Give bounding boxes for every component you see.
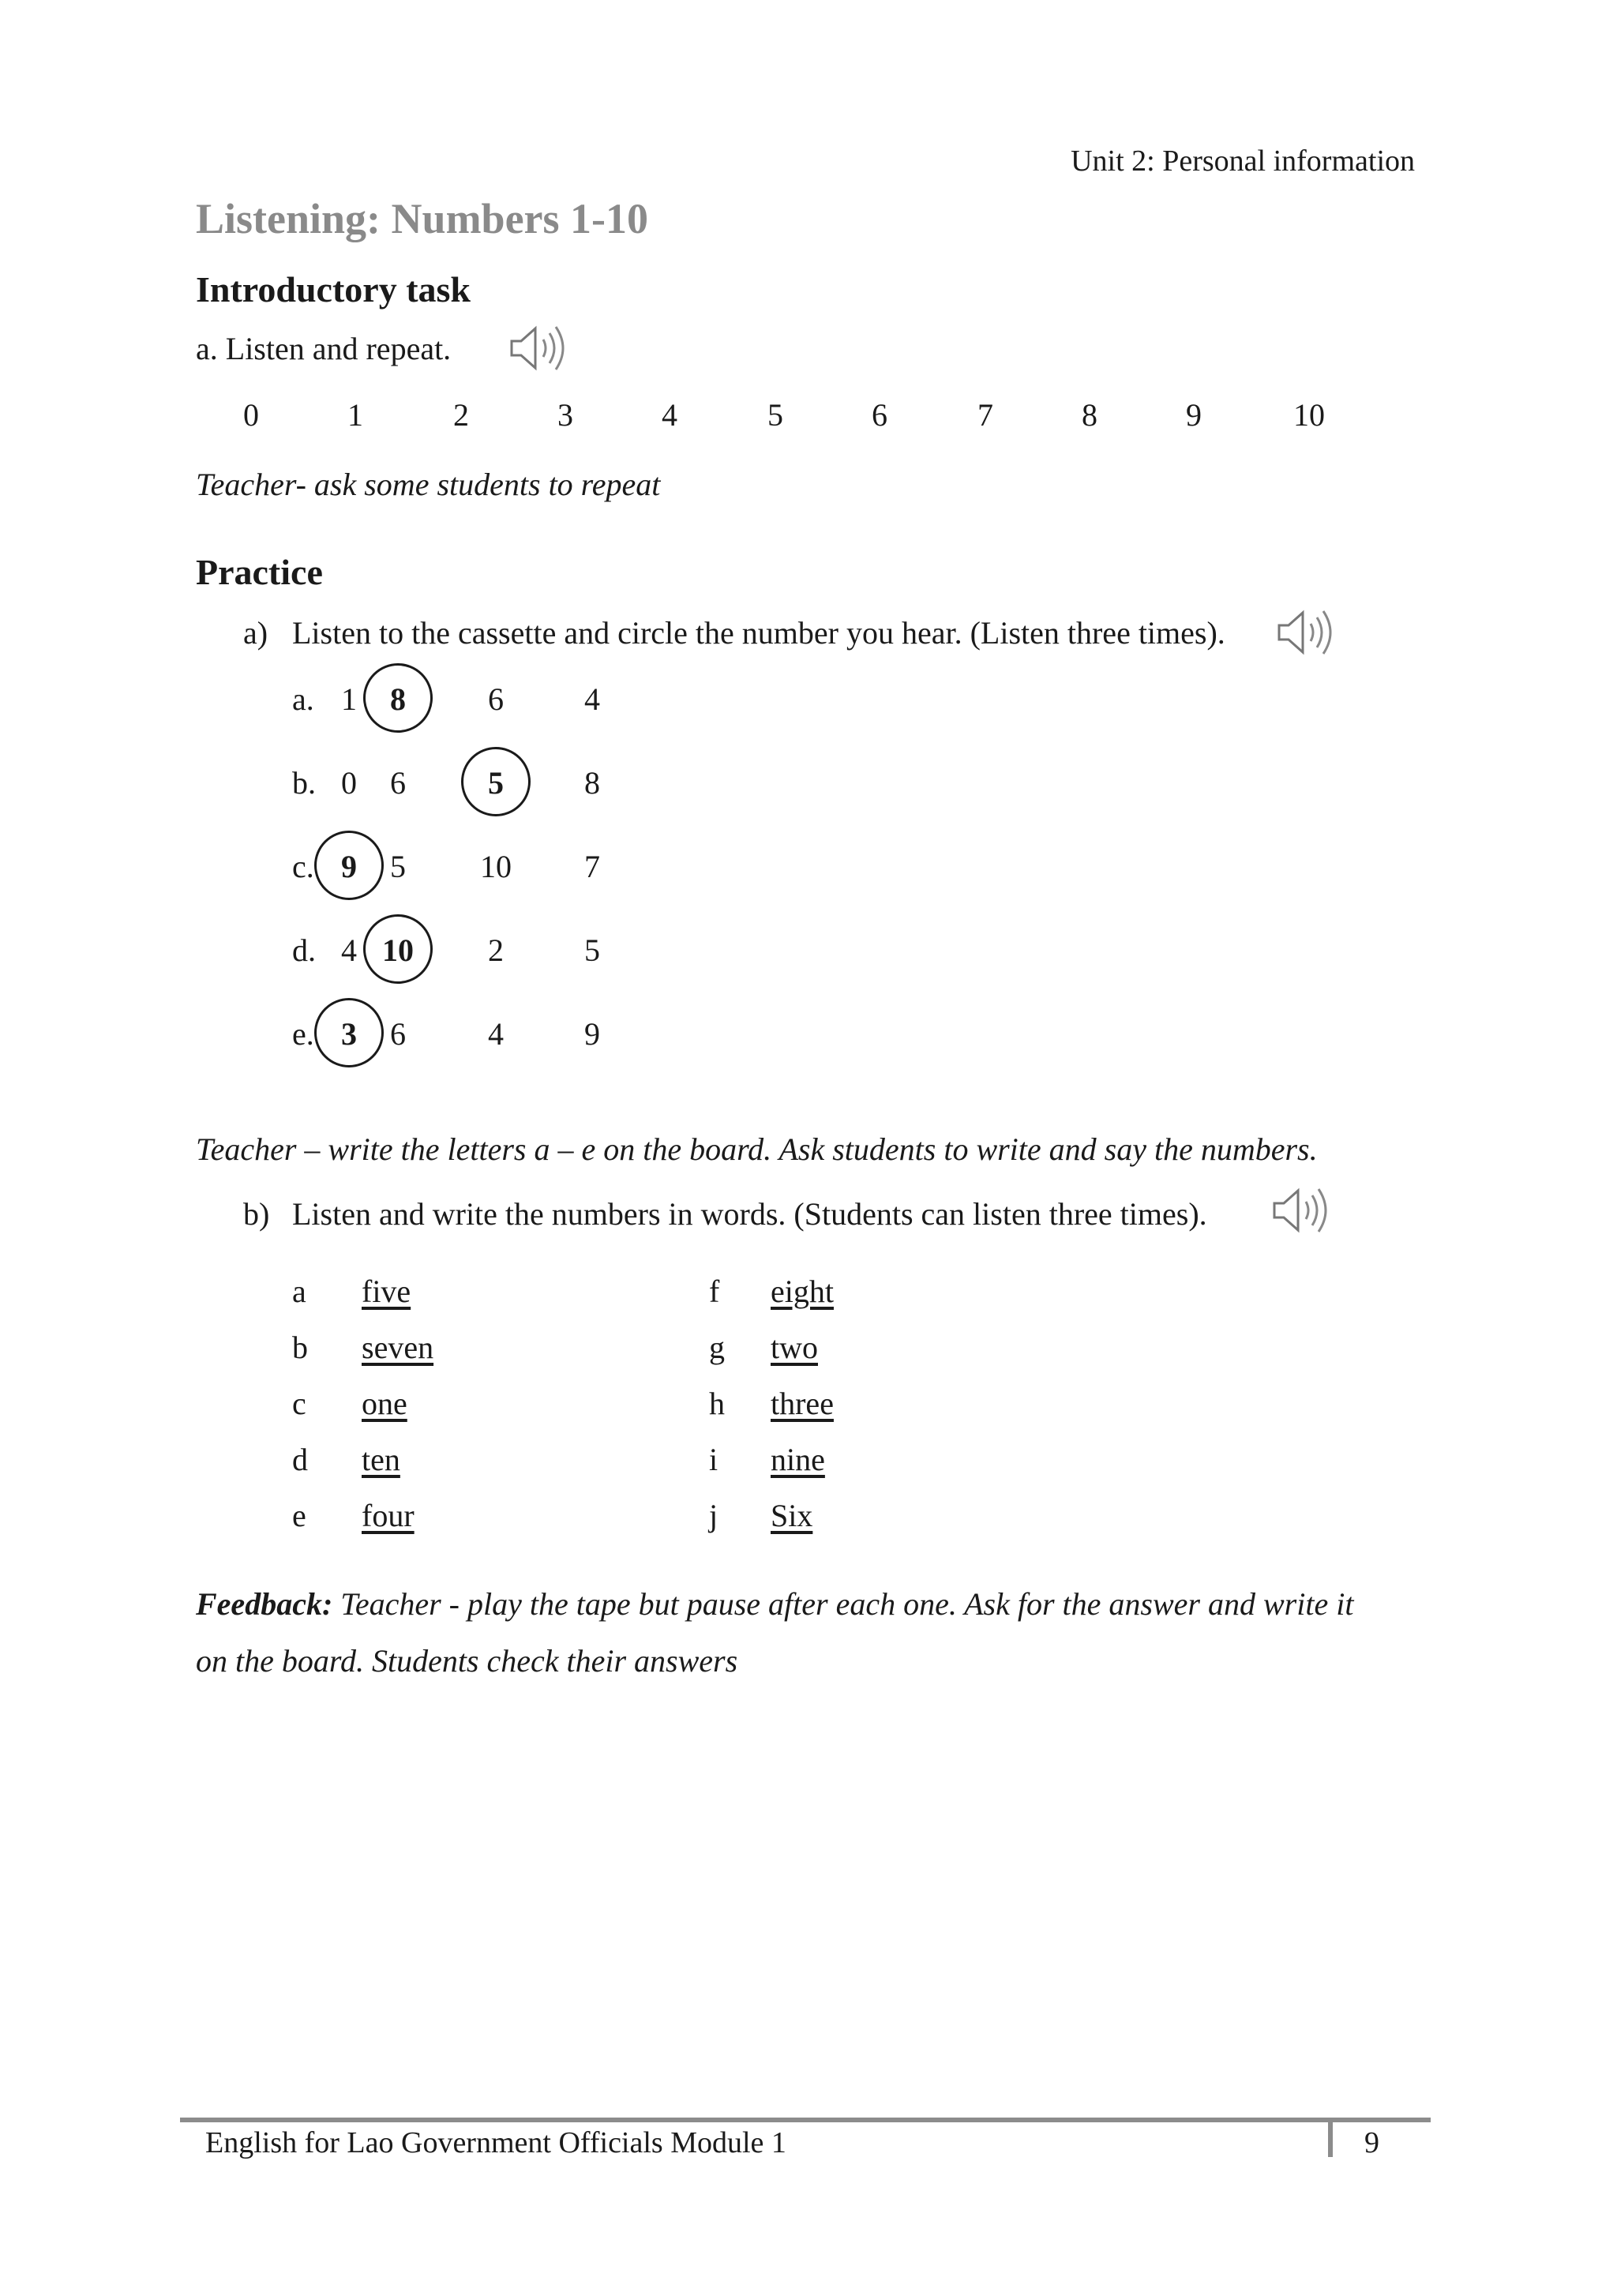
intro-heading: Introductory task (196, 269, 471, 310)
item-label: b. (292, 765, 316, 801)
answer-word: two (771, 1330, 818, 1365)
number-item: 1 (347, 397, 363, 433)
answer-letter: j (709, 1498, 718, 1533)
number-option[interactable]: 8 (584, 765, 600, 801)
answer-letter: a (292, 1274, 306, 1309)
intro-instruction: a. Listen and repeat. (196, 331, 452, 366)
circled-number[interactable]: 9 (321, 848, 377, 885)
feedback-label: Feedback: (196, 1586, 333, 1622)
answer-word: seven (362, 1330, 434, 1365)
number-item: 6 (872, 397, 887, 433)
answer-letter: i (709, 1442, 718, 1477)
page-title: Listening: Numbers 1-10 (196, 195, 649, 242)
number-option[interactable]: 6 (488, 681, 504, 717)
circled-number[interactable]: 10 (370, 932, 426, 969)
answer-letter: h (709, 1386, 725, 1421)
number-option[interactable]: 2 (488, 932, 504, 968)
answer-word: three (771, 1386, 834, 1421)
practice-b-instruction: Listen and write the numbers in words. (Students can listen three times). (292, 1196, 1207, 1232)
number-option[interactable]: 4 (488, 1016, 504, 1052)
number-option[interactable]: 1 (341, 681, 357, 717)
number-item: 4 (662, 397, 677, 433)
answer-word: ten (362, 1442, 400, 1477)
practice-a-marker: a) (243, 615, 268, 651)
number-item: 3 (557, 397, 573, 433)
answer-word: Six (771, 1498, 813, 1533)
item-label: c. (292, 849, 314, 884)
footer-divider (180, 2118, 1431, 2122)
unit-header: Unit 2: Personal information (1071, 144, 1415, 178)
practice-b-marker: b) (243, 1196, 270, 1232)
number-option[interactable]: 10 (480, 849, 512, 884)
circled-number[interactable]: 8 (370, 681, 426, 718)
answer-word: five (362, 1274, 411, 1309)
answer-letter: g (709, 1330, 725, 1365)
number-option[interactable]: 4 (584, 681, 600, 717)
item-label: d. (292, 932, 316, 968)
number-option[interactable]: 9 (584, 1016, 600, 1052)
number-option[interactable]: 4 (341, 932, 357, 968)
answer-letter: d (292, 1442, 308, 1477)
answer-word: eight (771, 1274, 834, 1309)
number-option[interactable]: 5 (584, 932, 600, 968)
number-option[interactable]: 7 (584, 849, 600, 884)
answer-word: four (362, 1498, 415, 1533)
answer-letter: f (709, 1274, 720, 1309)
answer-word: nine (771, 1442, 825, 1477)
answer-word: one (362, 1386, 407, 1421)
number-item: 2 (453, 397, 469, 433)
number-option[interactable]: 5 (390, 849, 406, 884)
practice-teacher-note: Teacher – write the letters a – e on the board. Ask students to write and say the numbers. (196, 1131, 1318, 1167)
practice-a-instruction: Listen to the cassette and circle the number you hear. (Listen three times). (292, 615, 1225, 651)
circled-number[interactable]: 5 (468, 764, 523, 801)
practice-heading: Practice (196, 552, 323, 592)
speaker-icon[interactable] (1271, 1184, 1334, 1236)
answer-letter: b (292, 1330, 308, 1365)
number-item: 0 (243, 397, 259, 433)
answer-letter: c (292, 1386, 306, 1421)
item-label: e. (292, 1016, 314, 1052)
item-label: a. (292, 681, 314, 717)
intro-teacher-note: Teacher- ask some students to repeat (196, 467, 661, 502)
number-item: 7 (977, 397, 993, 433)
number-option[interactable]: 6 (390, 765, 406, 801)
footer-page-tick (1328, 2118, 1333, 2157)
number-item: 8 (1082, 397, 1097, 433)
feedback-line-1 (196, 1585, 1353, 1623)
feedback-line-2: on the board. Students check their answers (196, 1643, 738, 1679)
number-item: 10 (1293, 397, 1325, 433)
page-number: 9 (1364, 2126, 1379, 2159)
feedback-text: Teacher - play the tape but pause after each one. Ask for the answer and write it (340, 1586, 1354, 1622)
number-option[interactable]: 6 (390, 1016, 406, 1052)
answer-letter: e (292, 1498, 306, 1533)
number-item: 5 (767, 397, 783, 433)
number-item: 9 (1186, 397, 1202, 433)
footer-title: English for Lao Government Officials Module 1 (205, 2126, 786, 2159)
speaker-icon[interactable] (1276, 606, 1339, 658)
circled-number[interactable]: 3 (321, 1015, 377, 1052)
number-option[interactable]: 0 (341, 765, 357, 801)
speaker-icon[interactable] (508, 322, 572, 374)
